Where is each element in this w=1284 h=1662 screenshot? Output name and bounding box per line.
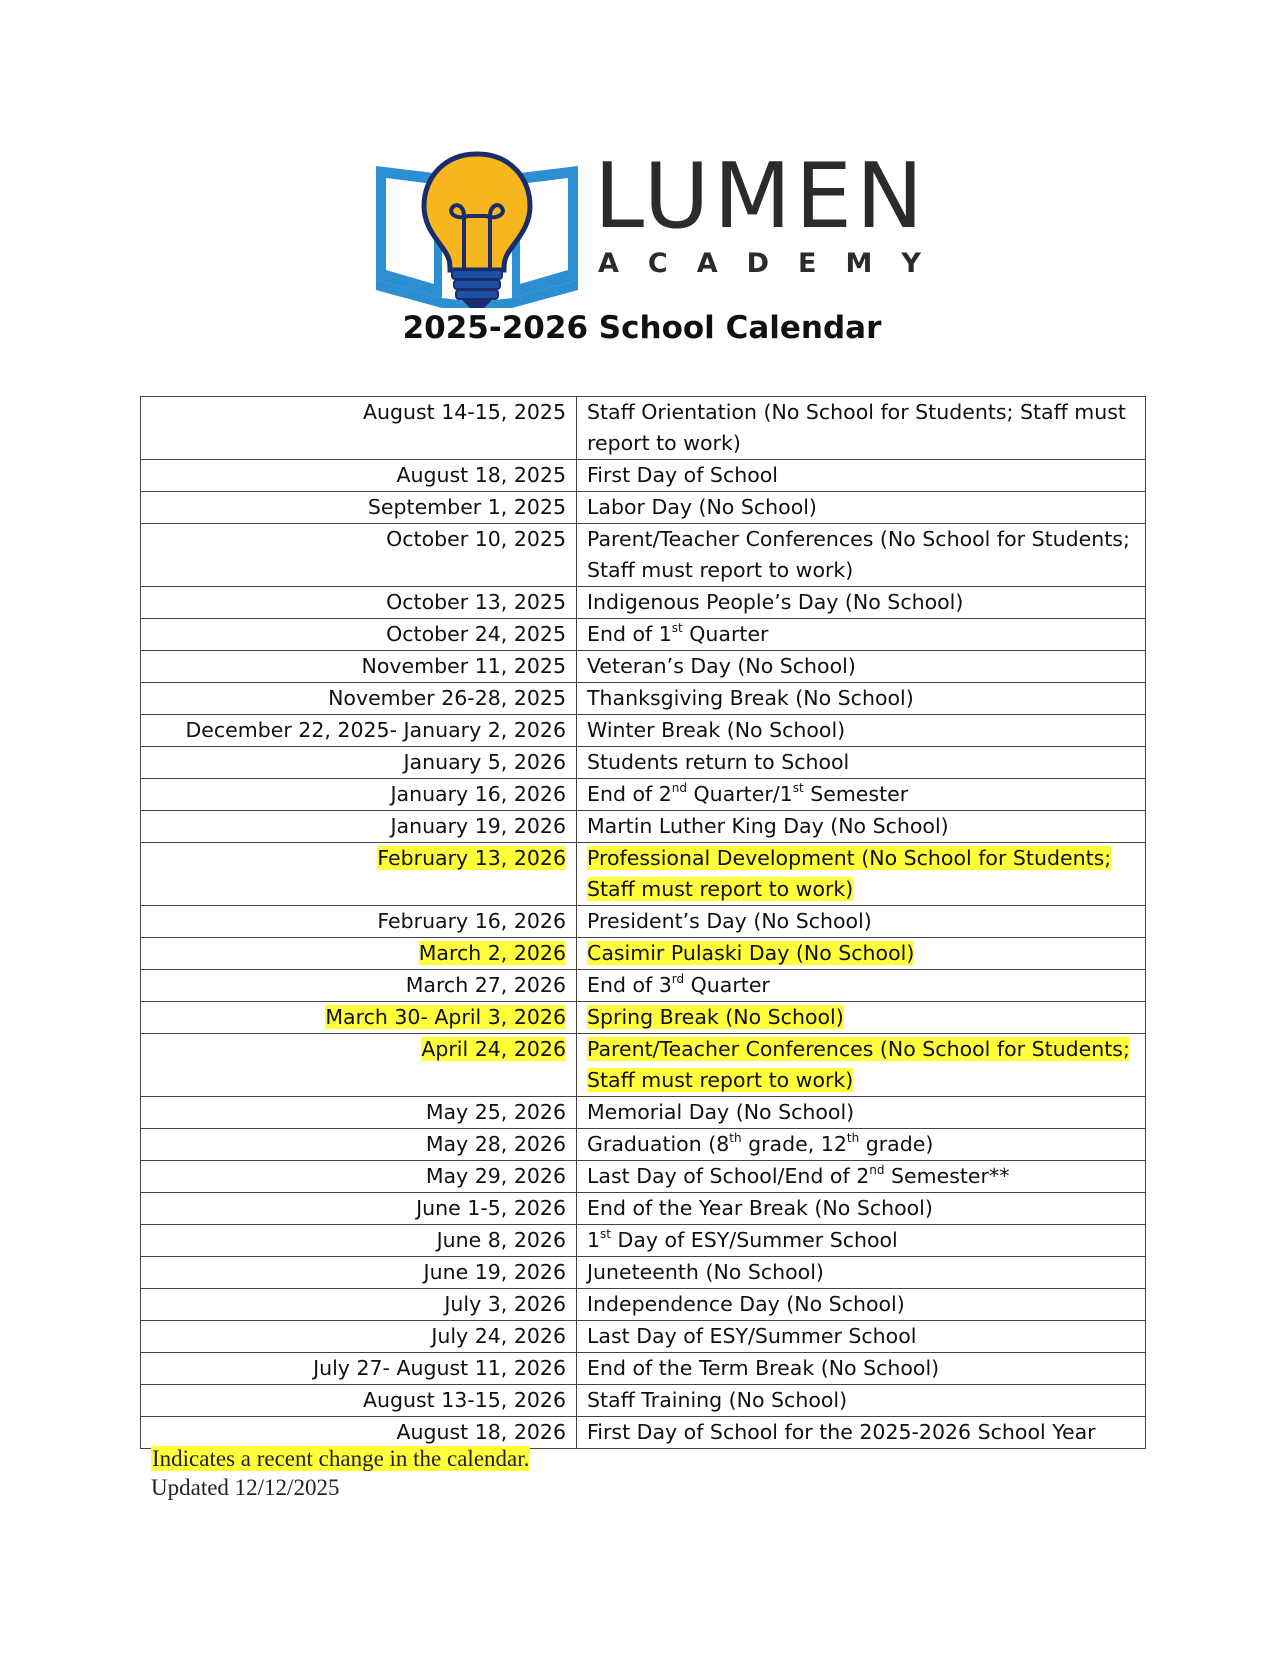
table-row [141,397,1146,460]
table-row [141,906,1146,938]
date-text: July 3, 2026 [444,1292,566,1316]
event-text: End of 2nd Quarter/1st Semester [587,781,909,806]
event-text: Graduation (8th grade, 12th grade) [587,1131,934,1156]
event-cell [577,1161,1146,1193]
event-text: Parent/Teacher Conferences (No School for Students; Staff must report to work) [587,1037,1130,1092]
date-text: October 10, 2025 [386,527,566,551]
date-text: August 18, 2025 [396,463,566,487]
event-text: Winter Break (No School) [587,718,846,742]
date-cell [141,906,577,938]
date-text: March 30- April 3, 2026 [325,1005,566,1029]
date-text: April 24, 2026 [421,1037,566,1061]
table-row [141,1161,1146,1193]
table-row [141,747,1146,779]
table-row [141,938,1146,970]
date-cell [141,843,577,906]
event-cell [577,1225,1146,1257]
event-text: End of the Year Break (No School) [587,1196,933,1220]
date-text: August 18, 2026 [396,1420,566,1444]
event-cell [577,1257,1146,1289]
table-row [141,1385,1146,1417]
date-cell [141,619,577,651]
table-row [141,492,1146,524]
event-cell [577,1353,1146,1385]
table-row [141,683,1146,715]
date-text: May 28, 2026 [425,1132,566,1156]
event-text: Students return to School [587,750,850,774]
date-cell [141,1353,577,1385]
date-text: May 25, 2026 [425,1100,566,1124]
date-text: February 13, 2026 [377,846,566,870]
event-cell [577,715,1146,747]
event-text: End of 3rd Quarter [587,972,770,997]
legend-text: Indicates a recent change in the calendar. [152,1446,530,1471]
event-text: Thanksgiving Break (No School) [587,686,914,710]
date-text: August 14-15, 2025 [362,400,566,424]
event-cell [577,1129,1146,1161]
table-row [141,1257,1146,1289]
event-cell [577,683,1146,715]
event-text: Professional Development (No School for Students; Staff must report to work) [587,846,1112,901]
event-cell [577,1321,1146,1353]
event-text: Spring Break (No School) [587,1005,844,1029]
event-cell [577,811,1146,843]
table-row [141,1097,1146,1129]
event-text: Last Day of School/End of 2nd Semester** [587,1163,1010,1188]
ordinal-suffix: th [846,1131,860,1146]
table-row [141,1353,1146,1385]
event-cell [577,492,1146,524]
table-row [141,811,1146,843]
date-text: March 27, 2026 [405,973,566,997]
date-text: October 24, 2025 [386,622,566,646]
event-text: Memorial Day (No School) [587,1100,855,1124]
date-cell [141,811,577,843]
ordinal-suffix: nd [869,1163,885,1178]
event-cell [577,970,1146,1002]
page-title: 2025-2026 School Calendar [402,310,882,346]
event-cell [577,524,1146,587]
table-row [141,460,1146,492]
date-cell [141,1385,577,1417]
event-text: Independence Day (No School) [587,1292,905,1316]
date-text: January 5, 2026 [403,750,566,774]
date-text: May 29, 2026 [425,1164,566,1188]
event-text: Staff Training (No School) [587,1388,848,1412]
event-cell [577,619,1146,651]
table-row [141,651,1146,683]
table-row [141,715,1146,747]
date-text: March 2, 2026 [418,941,566,965]
event-text: President’s Day (No School) [587,909,872,933]
ordinal-suffix: th [729,1131,742,1146]
event-text: Casimir Pulaski Day (No School) [587,941,915,965]
event-text: Veteran’s Day (No School) [587,654,856,678]
date-cell [141,524,577,587]
date-cell [141,715,577,747]
date-text: September 1, 2025 [367,495,566,519]
date-text: July 24, 2026 [431,1324,566,1348]
event-cell [577,397,1146,460]
date-text: June 19, 2026 [423,1260,566,1284]
date-text: January 16, 2026 [390,782,566,806]
date-text: November 26-28, 2025 [328,686,566,710]
event-text: Last Day of ESY/Summer School [587,1324,917,1348]
date-text: August 13-15, 2026 [362,1388,566,1412]
ordinal-suffix: st [792,781,804,796]
event-cell [577,843,1146,906]
date-cell [141,1129,577,1161]
table-row [141,779,1146,811]
school-logo [372,144,950,310]
date-cell [141,460,577,492]
event-text: End of the Term Break (No School) [587,1356,940,1380]
calendar-table [140,396,1146,1449]
event-text: Staff Orientation (No School for Students; Staff must report to work) [587,400,1126,455]
updated-text: Updated 12/12/2025 [151,1475,340,1500]
date-cell [141,683,577,715]
date-cell [141,747,577,779]
event-cell [577,460,1146,492]
date-cell [141,1002,577,1034]
table-row [141,524,1146,587]
date-text: November 11, 2025 [361,654,566,678]
event-text: Labor Day (No School) [587,495,817,519]
event-text: End of 1st Quarter [587,621,769,646]
table-row [141,970,1146,1002]
date-cell [141,397,577,460]
event-cell [577,747,1146,779]
table-row [141,1321,1146,1353]
event-cell [577,1289,1146,1321]
event-cell [577,906,1146,938]
table-row [141,843,1146,906]
event-cell [577,651,1146,683]
logo-subtitle: ACADEMY [598,248,950,279]
date-cell [141,587,577,619]
event-cell [577,587,1146,619]
event-text: Martin Luther King Day (No School) [587,814,949,838]
event-cell [577,1002,1146,1034]
date-cell [141,1161,577,1193]
table-row [141,1289,1146,1321]
table-row [141,587,1146,619]
date-cell [141,1225,577,1257]
event-text: Juneteenth (No School) [587,1260,824,1284]
ordinal-suffix: st [600,1227,612,1242]
ordinal-suffix: st [671,621,683,636]
table-row [141,1129,1146,1161]
event-text: 1st Day of ESY/Summer School [587,1227,898,1252]
table-row [141,1002,1146,1034]
event-cell [577,1034,1146,1097]
table-row [141,1225,1146,1257]
event-text: Indigenous People’s Day (No School) [587,590,964,614]
ordinal-suffix: rd [671,972,685,987]
date-text: October 13, 2025 [386,590,566,614]
date-cell [141,651,577,683]
date-cell [141,492,577,524]
date-cell [141,970,577,1002]
date-cell [141,1321,577,1353]
ordinal-suffix: nd [671,781,688,796]
event-cell [577,779,1146,811]
date-cell [141,1257,577,1289]
event-cell [577,1097,1146,1129]
date-text: January 19, 2026 [390,814,566,838]
event-cell [577,938,1146,970]
date-text: June 8, 2026 [436,1228,566,1252]
date-text: June 1-5, 2026 [416,1196,566,1220]
event-text: Parent/Teacher Conferences (No School for Students; Staff must report to work) [587,527,1130,582]
event-cell [577,1385,1146,1417]
event-cell [577,1193,1146,1225]
event-text: First Day of School [587,463,778,487]
table-row [141,1193,1146,1225]
event-text: First Day of School for the 2025-2026 School Year [587,1420,1096,1444]
date-text: July 27- August 11, 2026 [313,1356,566,1380]
date-cell [141,779,577,811]
date-text: February 16, 2026 [377,909,566,933]
lightbulb-book-icon [372,150,582,310]
table-row [141,1034,1146,1097]
event-cell [577,1417,1146,1449]
date-text: December 22, 2025- January 2, 2026 [185,718,566,742]
table-row [141,619,1146,651]
date-cell [141,1034,577,1097]
date-cell [141,1289,577,1321]
date-cell [141,938,577,970]
date-cell [141,1193,577,1225]
date-cell [141,1097,577,1129]
logo-wordmark: LUMEN [594,144,928,249]
legend-note [151,1444,530,1502]
